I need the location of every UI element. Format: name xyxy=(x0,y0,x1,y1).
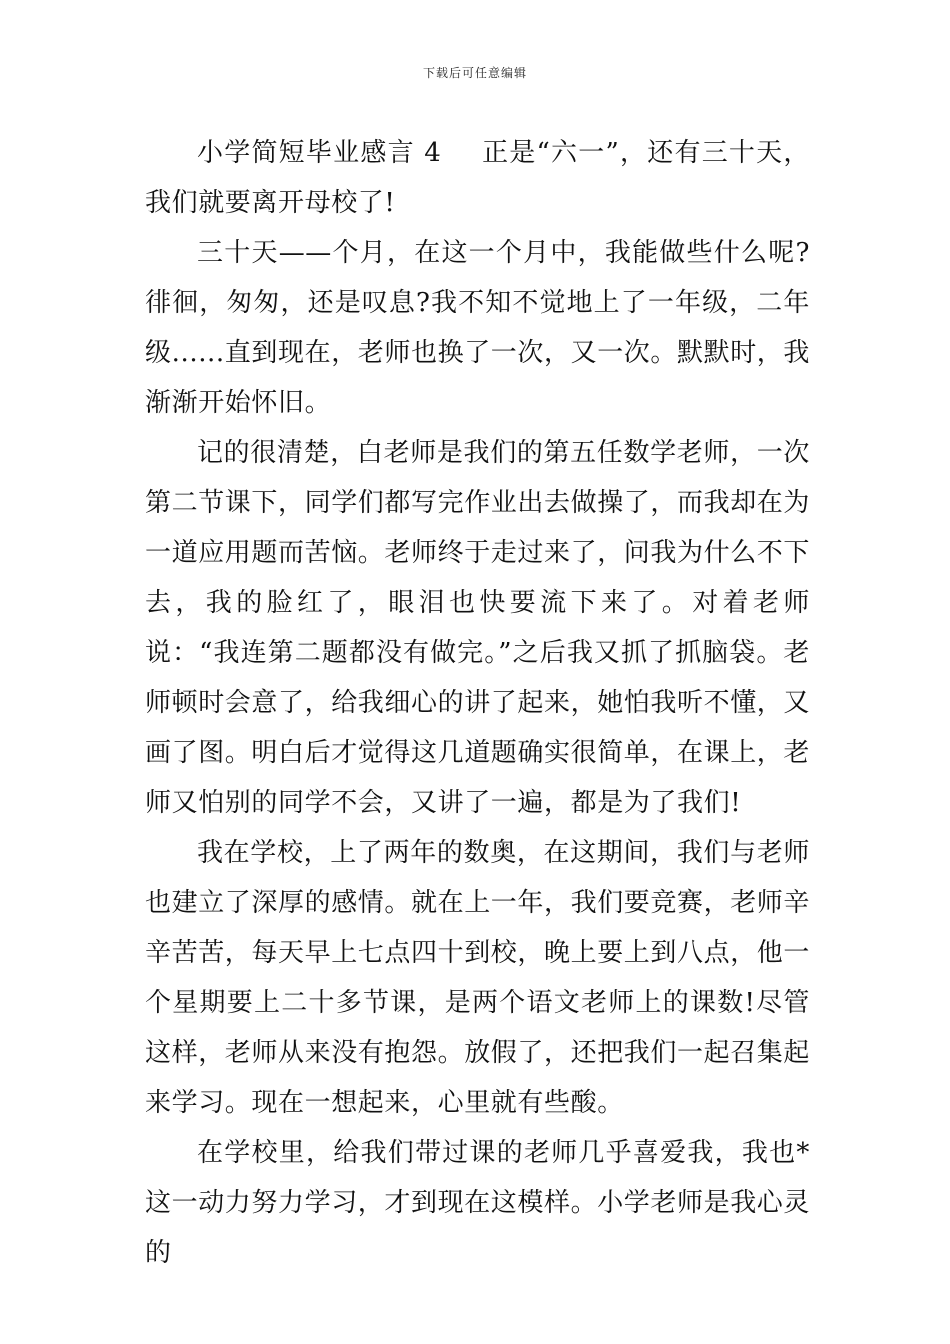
paragraph-intro xyxy=(145,128,810,228)
paragraph: 在学校里，给我们带过课的老师几乎喜爱我，我也*这一动力努力学习，才到现在这模样。小学老师是我心灵的 xyxy=(145,1138,811,1268)
document-body xyxy=(145,128,810,1278)
paragraph-text: 正是“六一”，还有三十天，我们就要离开母校了! xyxy=(145,138,810,218)
document-title: 小学简短毕业感言 4 xyxy=(197,138,442,168)
paragraph: 记的很清楚，白老师是我们的第五任数学老师，一次第二节课下，同学们都写完作业出去做操了，而我却在为一道应用题而苦恼。老师终于走过来了，问我为什么不下去，我的脸红了，眼泪也快要流下来了。对着老师说：“我连第二题都没有做完。”之后我又抓了抓脑袋。老师顿时会意了，给我细心的讲了起来，她怕我听不懂，又画了图。明白后才觉得这几道题确实很简单，在课上，老师又怕别的同学不会，又讲了一遍，都是为了我们! xyxy=(145,438,811,818)
header-note: 下载后可任意编辑 xyxy=(422,66,527,80)
paragraph: 我在学校，上了两年的数奥，在这期间，我们与老师也建立了深厚的感情。就在上一年，我们要竞赛，老师辛辛苦苦，每天早上七点四十到校，晚上要上到八点，他一个星期要上二十多节课，是两个语文老师上的课数!尽管这样，老师从来没有抱怨。放假了，还把我们一起召集起来学习。现在一想起来，心里就有些酸。 xyxy=(145,838,811,1118)
paragraph: 三十天——个月，在这一个月中，我能做些什么呢?徘徊，匆匆，还是叹息?我不知不觉地上了一年级，二年级......直到现在，老师也换了一次，又一次。默默时，我渐渐开始怀旧。 xyxy=(145,238,810,418)
